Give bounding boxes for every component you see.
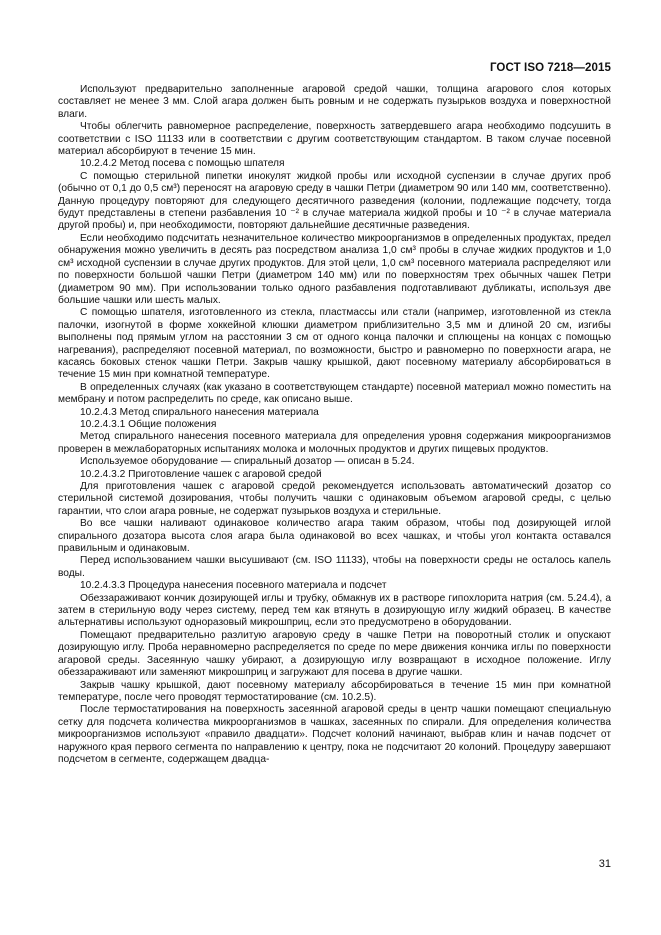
paragraph: С помощью шпателя, изготовленного из стекла, пластмассы или стали (например, изготовленной из стекла палочки, изогнутой в форме хоккейной клюшки диаметром приблизительно 3,5 мм и длиной 20 см, изгибы выполнены под прямым углом на расстоянии 3 см от одного конца палочки и сплющены на концах с помощью нагревания), распределяют посевной материал, по возможности, быстро и равномерно по поверхности агара, не касаясь боковых стенок чашки Петри. Закрыв чашку крышкой, дают посевному материалу абсорбироваться в течение 15 мин при комнатной температуре. [58,307,611,381]
paragraph: С помощью стерильной пипетки инокулят жидкой пробы или исходной суспензии в случае других проб (обычно от 0,1 до 0,5 см³) переносят на агаровую среду в чашки Петри (диаметром 90 или 140 мм, соответственно). Данную процедуру повторяют для следующего десятичного разведения (колонии, подлежащие подсчету, тогда будут представлены в степени разбавления 10 ⁻² в случае материала жидкой пробы и 10 ⁻² в случае материала другой пробы) и, при необходимости, повторяют дальнейшие десятичные разведения. [58,170,611,232]
section-heading: 10.2.4.3 Метод спирального нанесения материала [80,406,319,418]
paragraph: После термостатирования на поверхность засеянной агаровой среды в центр чашки помещают специальную сетку для подсчета количества микроорганизмов в чашках, засеянных по спирали. Для определения количества микроорганизмов используют «правило двадцати». Подсчет колоний начинают, выбрав клин и начав подсчет от наружного края первого сегмента по направлению к центру, пока не подсчитают 20 колоний. Процедуру завершают подсчетом в сегменте, содержащем двадца- [58,704,611,765]
document-id: ГОСТ ISO 7218—2015 [489,62,611,74]
paragraph: Если необходимо подсчитать незначительное количество микроорганизмов в определенных продуктах, предел обнаружения можно увеличить в десять раз посредством анализа 1,0 см³ пробы в случае жидких продуктов и 1,0 см³ исходной суспензии в случае других продуктов. Для этой цели, 1,0 см³ посевного материала распределяют или по поверхности большой чашки Петри (диаметром 140 мм) или по поверхностям трех обычных чашек Петри (диаметром 90 мм). При использовании только одного разбавления подготавливают дубликаты, используя две большие чашки или шесть малых. [58,232,611,306]
section-heading: 10.2.4.3.1 Общие положения [80,418,217,430]
paragraph: Обеззараживают кончик дозирующей иглы и трубку, обмакнув их в растворе гипохлорита натрия (см. 5.24.4), а затем в стерильную воду через систему, перед тем как втянуть в дозирующую иглу жидкий образец. В качестве альтернативы используют одноразовый микрошприц, если это предусмотрено в оборудовании. [58,592,611,629]
section-heading: 10.2.4.3.3 Процедура нанесения посевного материала и подсчет [80,580,387,592]
paragraph: Закрыв чашку крышкой, дают посевному материалу абсорбироваться в течение 15 мин при комнатной температуре, после чего проводят термостатирование (см. 10.2.5). [58,679,611,703]
paragraph: В определенных случаях (как указано в соответствующем стандарте) посевной материал можно поместить на мембрану и потом распределить по среде, как описано выше. [58,381,611,406]
section-heading: 10.2.4.3.2 Приготовление чашек с агаровой средой [80,468,322,480]
paragraph: Для приготовления чашек с агаровой средой рекомендуется использовать автоматический дозатор со стерильной системой дозирования, чтобы получить чашки с одинаковым объемом агаровой среды, с целью гарантии, что слои агара ровные, не содержат пузырьков воздуха и стерильные. [58,481,611,517]
paragraph: Перед использованием чашки высушивают (см. ISO 11133), чтобы на поверхности среды не осталось капель воды. [58,555,611,579]
paragraph: Во все чашки наливают одинаковое количество агара таким образом, чтобы под дозирующей иглой спирального дозатора высота слоя агара была одинаковой во всех чашках, и чтобы угол контакта оставался правильным и одинаковым. [58,518,611,555]
section-heading: 10.2.4.2 Метод посева с помощью шпателя [80,158,285,170]
paragraph: Метод спирального нанесения посевного материала для определения уровня содержания микроорганизмов проверен в межлабораторных испытаниях молока и молочных продуктов и других пищевых продуктов. [58,431,611,455]
paragraph: Используемое оборудование — спиральный дозатор — описан в 5.24. [80,456,415,468]
paragraph: Чтобы облегчить равномерное распределение, поверхность затвердевшего агара необходимо подсушить в соответствии с ISO 11133 или в соответствии с другим соответствующим стандартом. В таком случае посевной материал абсорбируют в течение 15 мин. [58,121,611,158]
page-number: 31 [598,858,611,870]
paragraph: Используют предварительно заполненные агаровой средой чашки, толщина агарового слоя которых составляет не менее 3 мм. Слой агара должен быть ровным и не содержать пузырьков воздуха и поверхностной влаги. [58,84,611,120]
document-body [58,84,611,766]
paragraph: Помещают предварительно разлитую агаровую среду в чашке Петри на поворотный столик и опускают дозирующую иглу. Проба неравномерно распределяется по среде по мере движения кончика иглы по поверхности агаровой среды. Засеянную чашку убирают, а дозирующую иглу возвращают в исходное положение. Иглу обеззараживают или заменяют микрошприц и загружают для посева в другие чашки. [58,629,611,679]
